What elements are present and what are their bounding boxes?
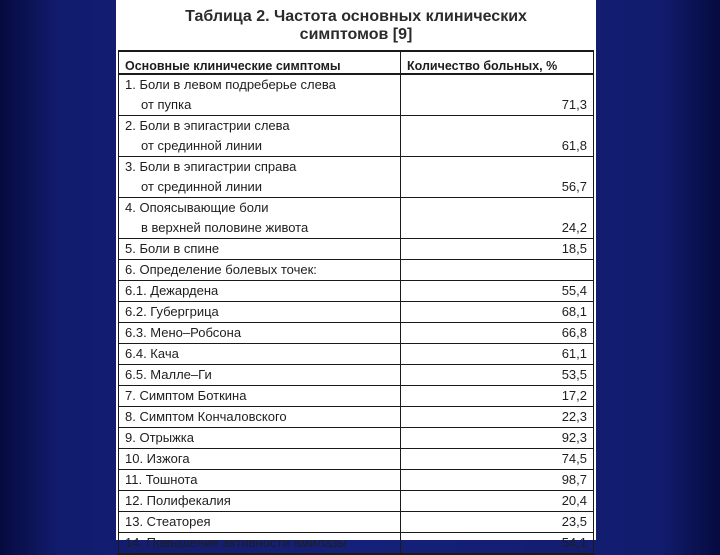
symptom-cell: 13. Стеаторея: [119, 512, 401, 533]
symptom-cell: 6. Определение болевых точек:: [119, 260, 401, 281]
table-row: [119, 281, 594, 302]
symptom-line-2: от пупка: [141, 97, 192, 112]
value-cell: 61,1: [401, 344, 594, 365]
table-row: [119, 157, 594, 198]
value-cell: 24,2: [401, 198, 594, 239]
table-title: [116, 0, 596, 48]
symptom-cell: 6.2. Губергрица: [119, 302, 401, 323]
table-header-row: [119, 51, 594, 74]
table-row: [119, 449, 594, 470]
value-cell: 92,3: [401, 428, 594, 449]
value-cell: 66,8: [401, 323, 594, 344]
symptom-cell: 6.1. Дежардена: [119, 281, 401, 302]
title-line-1: Таблица 2. Частота основных клинических: [185, 8, 527, 25]
value-cell: 53,5: [401, 365, 594, 386]
value-cell: 17,2: [401, 386, 594, 407]
value-cell: 71,3: [401, 74, 594, 116]
symptom-line-1: 4. Опоясывающие боли: [125, 200, 269, 215]
symptom-line-2: от срединной линии: [141, 179, 263, 194]
symptom-cell: 6.3. Мено–Робсона: [119, 323, 401, 344]
symptom-cell: 5. Боли в спине: [119, 239, 401, 260]
symptom-cell: 6.4. Кача: [119, 344, 401, 365]
symptom-line-2: в верхней половине живота: [141, 220, 309, 235]
table-page: [116, 0, 596, 550]
table-row: [119, 386, 594, 407]
table-row: [119, 239, 594, 260]
value-cell: 23,5: [401, 512, 594, 533]
table-row: [119, 533, 594, 555]
table-row: [119, 344, 594, 365]
symptom-cell: [119, 74, 401, 116]
symptom-cell: [119, 116, 401, 157]
symptom-cell: 6.5. Малле–Ги: [119, 365, 401, 386]
value-cell: 68,1: [401, 302, 594, 323]
table-row: [119, 428, 594, 449]
header-symptoms: Основные клинические симптомы: [119, 51, 401, 74]
table-row: [119, 116, 594, 157]
symptom-line-2: от срединной линии: [141, 138, 263, 153]
table-row: [119, 491, 594, 512]
value-cell: 54,1: [401, 533, 594, 555]
table-row: [119, 323, 594, 344]
header-patients-percent: Количество больных, %: [401, 51, 594, 74]
symptom-cell: 7. Симптом Боткина: [119, 386, 401, 407]
symptom-cell: 14. Повышение активности амилазы: [119, 533, 401, 555]
value-cell: [401, 260, 594, 281]
symptom-cell: [119, 198, 401, 239]
symptom-cell: 9. Отрыжка: [119, 428, 401, 449]
table-row: [119, 74, 594, 116]
value-cell: 22,3: [401, 407, 594, 428]
value-cell: 56,7: [401, 157, 594, 198]
symptoms-table: [118, 50, 594, 555]
table-row: [119, 512, 594, 533]
table-row: [119, 365, 594, 386]
value-cell: 61,8: [401, 116, 594, 157]
table-row: [119, 198, 594, 239]
symptom-cell: 12. Полифекалия: [119, 491, 401, 512]
table-row: [119, 470, 594, 491]
table-row: [119, 302, 594, 323]
title-line-2: симптомов [9]: [299, 26, 413, 43]
symptom-line-1: 2. Боли в эпигастрии слева: [125, 118, 290, 133]
value-cell: 74,5: [401, 449, 594, 470]
value-cell: 18,5: [401, 239, 594, 260]
value-cell: 98,7: [401, 470, 594, 491]
symptom-cell: 8. Симптом Кончаловского: [119, 407, 401, 428]
symptom-cell: [119, 157, 401, 198]
symptom-cell: 10. Изжога: [119, 449, 401, 470]
symptom-line-1: 3. Боли в эпигастрии справа: [125, 159, 297, 174]
value-cell: 55,4: [401, 281, 594, 302]
table-row: [119, 260, 594, 281]
table-row: [119, 407, 594, 428]
value-cell: 20,4: [401, 491, 594, 512]
symptom-cell: 11. Тошнота: [119, 470, 401, 491]
symptom-line-1: 1. Боли в левом подреберье слева: [125, 77, 336, 92]
